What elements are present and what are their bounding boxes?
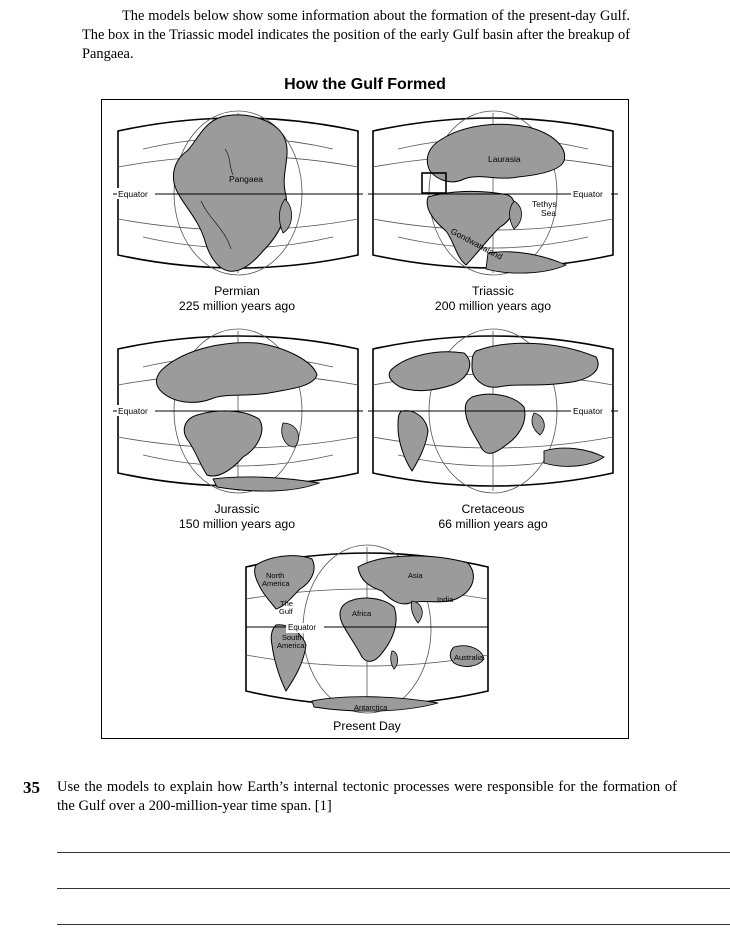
permian-caption (117, 284, 357, 314)
question-number: 35 (23, 778, 40, 797)
gulf-label-line2: Gulf (279, 607, 293, 616)
gulf-label-line1: The (280, 599, 293, 608)
triassic-caption (373, 284, 613, 314)
gondwanaland-label: Gondwanaland (449, 225, 505, 262)
period-name: Present Day (333, 719, 401, 733)
period-name: Permian (214, 284, 260, 298)
equator-label: Equator (573, 189, 603, 199)
period-age: 200 million years ago (434, 299, 552, 313)
africa-label: Africa (352, 609, 372, 618)
present-day-caption (247, 719, 487, 734)
cretaceous-map (368, 327, 618, 495)
equator-label: Equator (118, 406, 148, 416)
jurassic-caption (117, 502, 357, 532)
period-name: Jurassic (214, 502, 260, 516)
antarctica-label: Antarctica (354, 703, 388, 712)
tethys-label-line1: Tethys (532, 199, 557, 209)
north-america-label-line2: America (262, 579, 290, 588)
question-text: Use the models to explain how Earth’s internal tectonic processes were responsible for the formation of the Gulf over a 200-million-year time span. [1] (57, 779, 677, 814)
north-america-label-line1: North (266, 571, 285, 580)
tethys-label-line2: Sea (541, 208, 557, 218)
triassic-map (368, 109, 618, 277)
permian-map (113, 109, 363, 277)
present-day-map (242, 543, 492, 715)
answer-line[interactable] (57, 924, 730, 925)
pangaea-label: Pangaea (229, 174, 264, 184)
south-america-label-line1: South (282, 633, 302, 642)
period-age: 66 million years ago (438, 517, 548, 531)
period-name: Cretaceous (461, 502, 525, 516)
figure-title: How the Gulf Formed (284, 76, 446, 93)
answer-line[interactable] (57, 888, 730, 889)
india-label: India (437, 595, 454, 604)
laurasia-label: Laurasia (488, 154, 521, 164)
period-age: 150 million years ago (178, 517, 296, 531)
cretaceous-caption (373, 502, 613, 532)
period-name: Triassic (472, 284, 514, 298)
answer-line[interactable] (57, 852, 730, 853)
south-america-label-line2: America (277, 641, 305, 650)
asia-label: Asia (408, 571, 423, 580)
jurassic-map (113, 327, 363, 495)
equator-label: Equator (118, 189, 148, 199)
australia-label: Australia (454, 653, 484, 662)
intro-paragraph: The models below show some information about the formation of the present-day Gulf. The box in the Triassic model indicates the position of the early Gulf basin after the breakup of Pangaea. (82, 8, 630, 62)
equator-label: Equator (573, 406, 603, 416)
equator-label: Equator (288, 623, 317, 632)
period-age: 225 million years ago (178, 299, 296, 313)
